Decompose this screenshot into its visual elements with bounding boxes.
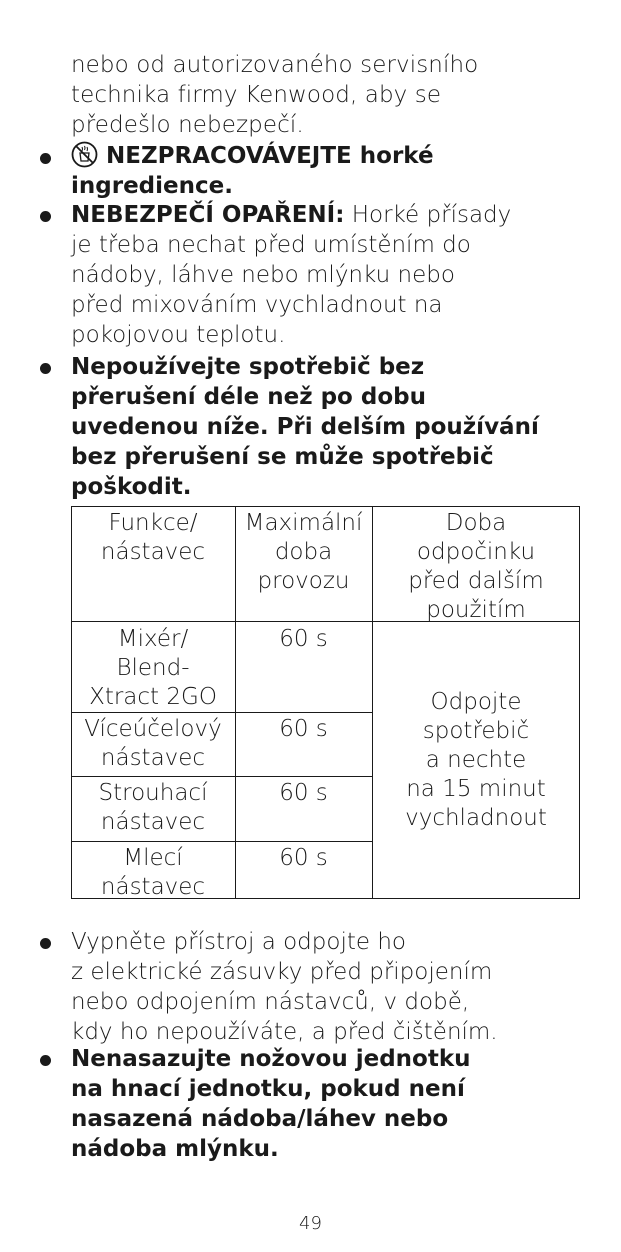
bullet (40, 1055, 51, 1066)
bullet (40, 211, 51, 222)
continuous-use-warning: Nepoužívejte spotřebič bez přerušení déle než po dobu uvedenou níže. Při delším používání bez přerušení se může spotřebič poškodit. (71, 354, 539, 500)
warning-hot-ingredients (71, 141, 591, 201)
table-row-max-time: 60 s (279, 845, 328, 871)
operating-times-table (71, 506, 580, 899)
table-row-function: Strouhací nástavec (98, 780, 208, 835)
blade-unit-warning: Nenasazujte nožovou jednotku na hnací jednotku, pokud není nasazená nádoba/láhev nebo nádoba mlýnku. (71, 1046, 471, 1162)
table-header-max-time: Maximální doba provozu (244, 510, 363, 594)
table-row-function: Mlecí nástavec (100, 845, 206, 900)
bullet (40, 363, 51, 374)
unplug-instruction: Vypněte přístroj a odpojte ho z elektrické zásuvky před připojením nebo odpojením nástavců, v době, kdy ho nepoužíváte, a před čištěním. (71, 929, 498, 1045)
scald-warning-title: NEBEZPEČÍ OPAŘENÍ: (71, 202, 345, 228)
table-header-rest-time: Doba odpočinku před dalším použitím (408, 510, 544, 623)
scald-warning-text: Horké přísady je třeba nechat před umístěním do nádoby, láhve nebo mlýnku nebo před mixováním vychladnout na pokojovou teplotu. (71, 202, 512, 348)
table-row-max-time: 60 s (279, 780, 328, 806)
no-hot-ingredients-icon (71, 141, 98, 168)
bullet (40, 153, 51, 164)
scald-warning (71, 200, 591, 350)
table-row-max-time: 60 s (279, 626, 328, 652)
table-row-max-time: 60 s (279, 716, 328, 742)
table-rest-note: Odpojte spotřebič a nechte na 15 minut vychladnout (405, 689, 547, 831)
table-header-function: Funkce/ nástavec (100, 510, 206, 565)
bullet (40, 938, 51, 949)
table-row-function: Víceúčelový nástavec (84, 716, 222, 771)
warning-hot-ingredients-text: NEZPRACOVÁVEJTE horké ingredience. (71, 143, 434, 199)
table-row-function: Mixér/ Blend- Xtract 2GO (89, 626, 217, 710)
intro-continuation: nebo od autorizovaného servisního technika firmy Kenwood, aby se předešlo nebezpečí. (71, 52, 479, 138)
page-number: 49 (299, 1213, 322, 1234)
